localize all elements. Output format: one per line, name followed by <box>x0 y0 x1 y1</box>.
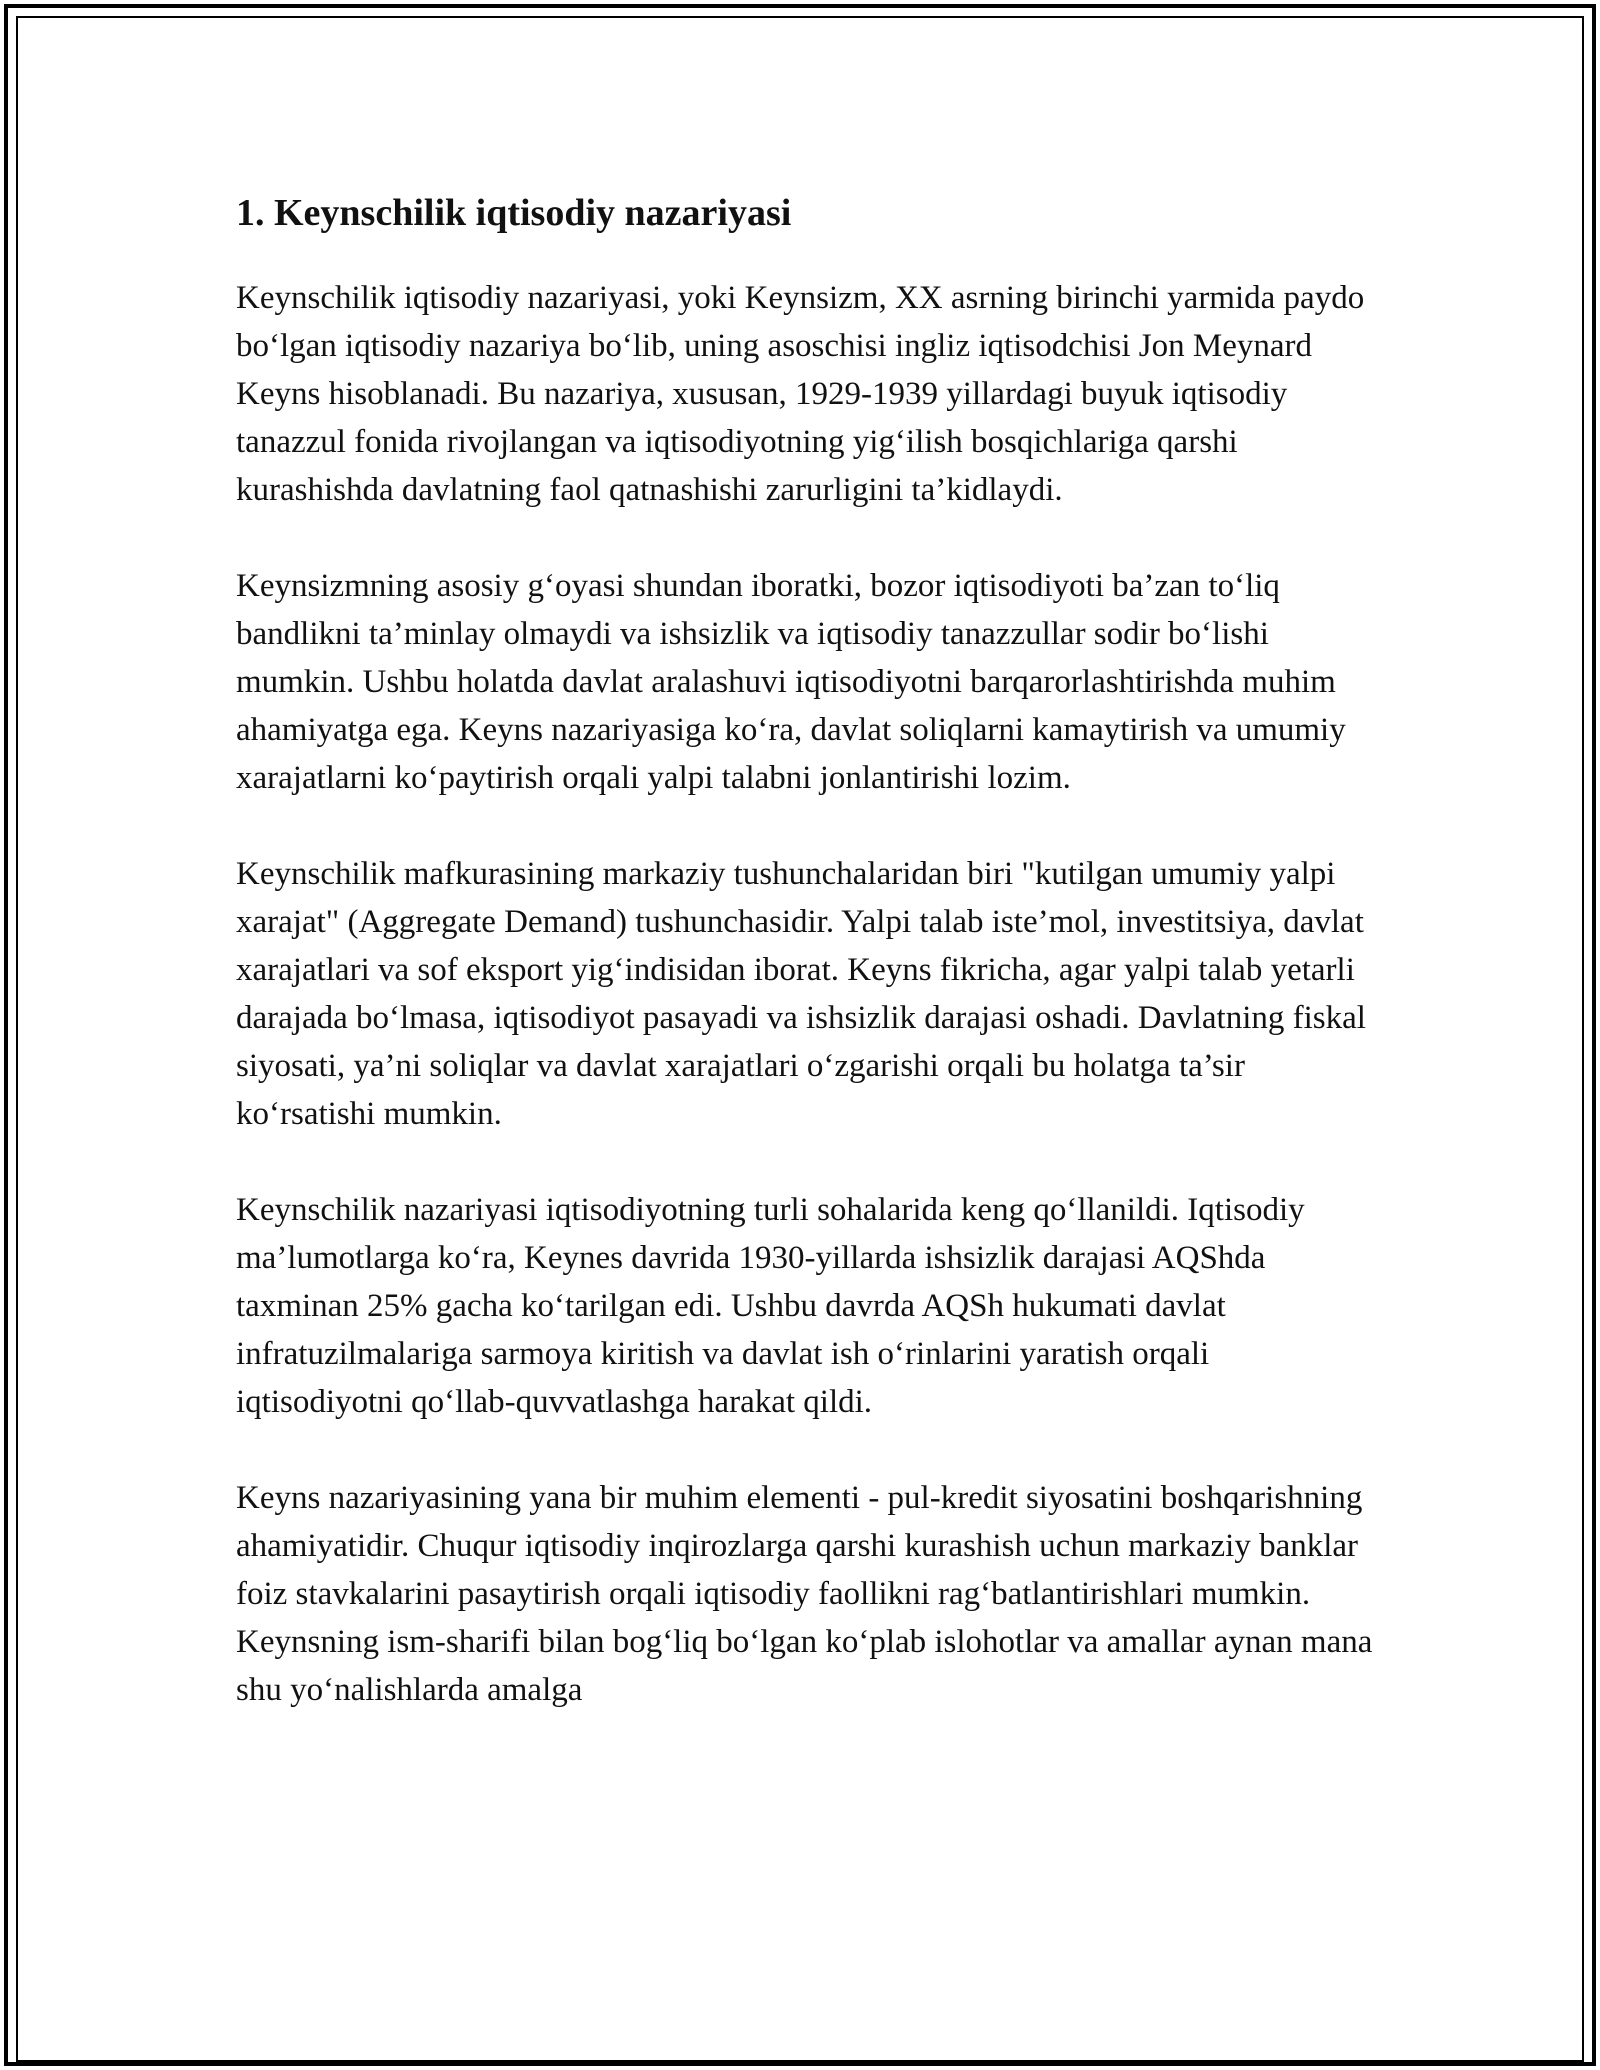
paragraph-intro: Keynschilik iqtisodiy nazariyasi, yoki Keynsizm, XX asrning birinchi yarmida paydo bo‘lgan iqtisodiy nazariya bo‘lib, uning asoschisi ingliz iqtisodchisi Jon Meynard Keyns hisoblanadi. Bu nazariya, xususan, 1929-1939 yillardagi buyuk iqtisodiy tanazzul fonida rivojlangan va iqtisodiyotning yig‘ilish bosqichlariga qarshi kurashishda davlatning faol qatnashishi zarurligini ta’kidlaydi. <box>236 280 1365 508</box>
paragraph-aggregate-demand: Keynschilik mafkurasining markaziy tushunchalaridan biri "kutilgan umumiy yalpi xarajat" (Aggregate Demand) tushunchasidir. Yalpi talab iste’mol, investitsiya, davlat xarajatlari va sof eksport yig‘indisidan iborat. Keyns fikricha, agar yalpi talab yetarli darajada bo‘lmasa, iqtisodiyot pasayadi va ishsizlik darajasi oshadi. Davlatning fiskal siyosati, ya’ni soliqlar va davlat xarajatlari o‘zgarishi orqali bu holatga ta’sir ko‘rsatishi mumkin. <box>236 856 1366 1132</box>
section-heading: 1. Keynschilik iqtisodiy nazariyasi <box>236 192 792 234</box>
paragraph-application: Keynschilik nazariyasi iqtisodiyotning turli sohalarida keng qo‘llanildi. Iqtisodiy ma’lumotlarga ko‘ra, Keynes davrida 1930-yillarda ishsizlik darajasi AQShda taxminan 25% gacha ko‘tarilgan edi. Ushbu davrda AQSh hukumati davlat infratuzilmalariga sarmoya kiritish va davlat ish o‘rinlarini yaratish orqali iqtisodiyotni qo‘llab-quvvatlashga harakat qildi. <box>236 1192 1305 1420</box>
paragraph-main-idea: Keynsizmning asosiy g‘oyasi shundan iboratki, bozor iqtisodiyoti ba’zan to‘liq bandlikni ta’minlay olmaydi va ishsizlik va iqtisodiy tanazzullar sodir bo‘lishi mumkin. Ushbu holatda davlat aralashuvi iqtisodiyotni barqarorlashtirishda muhim ahamiyatga ega. Keyns nazariyasiga ko‘ra, davlat soliqlarni kamaytirish va umumiy xarajatlarni ko‘paytirish orqali yalpi talabni jonlantirishi lozim. <box>236 568 1346 796</box>
document-body <box>236 182 1376 1762</box>
paragraph-monetary-policy: Keyns nazariyasining yana bir muhim elementi - pul-kredit siyosatini boshqarishning ahamiyatidir. Chuqur iqtisodiy inqirozlarga qarshi kurashish uchun markaziy banklar foiz stavkalarini pasaytirish orqali iqtisodiy faollikni rag‘batlantirishlari mumkin. Keynsning ism-sharifi bilan bog‘liq bo‘lgan ko‘plab islohotlar va amallar aynan mana shu yo‘nalishlarda amalga <box>236 1480 1373 1708</box>
